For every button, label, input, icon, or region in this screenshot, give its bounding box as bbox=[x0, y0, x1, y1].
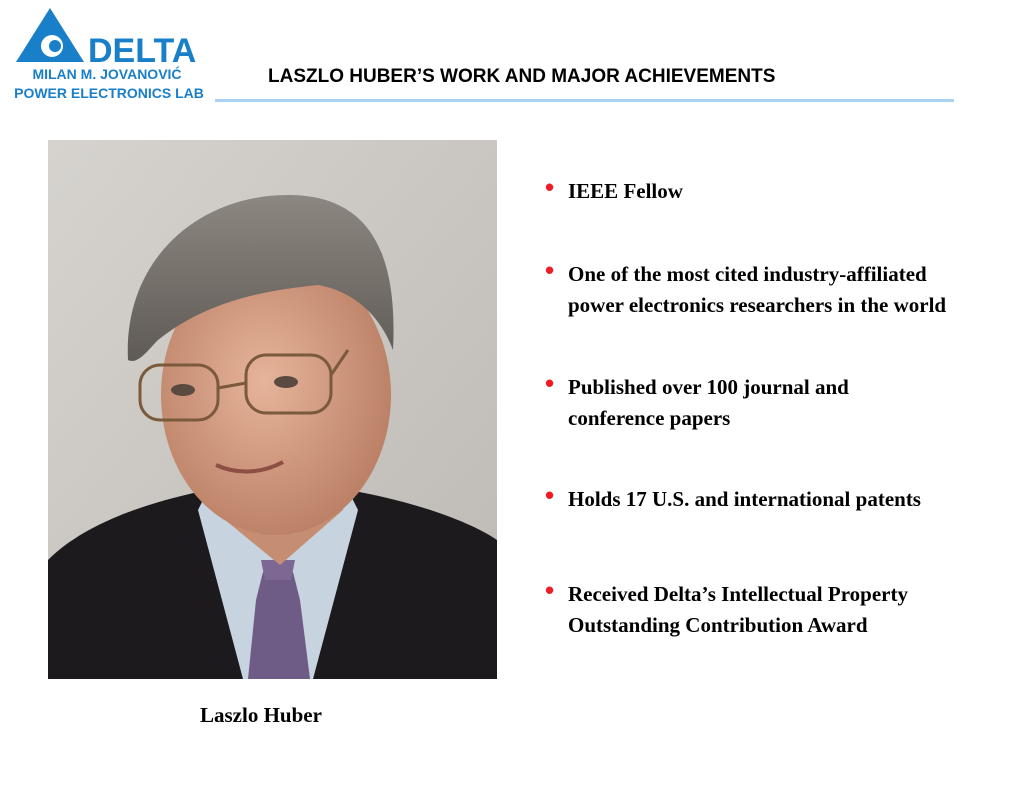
achievement-text-line2: Outstanding Contribution Award bbox=[568, 613, 868, 637]
achievement-text: IEEE Fellow bbox=[568, 179, 683, 203]
bullet-icon: • bbox=[545, 172, 555, 202]
page-title: LASZLO HUBER’S WORK AND MAJOR ACHIEVEMENTS bbox=[268, 66, 776, 87]
bullet-icon: • bbox=[545, 480, 555, 510]
title-underline bbox=[215, 99, 954, 102]
achievement-text-line1: Received Delta’s Intellectual Property bbox=[568, 582, 908, 606]
bullet-icon: • bbox=[545, 368, 555, 398]
delta-logo bbox=[14, 6, 204, 106]
photo-caption: Laszlo Huber bbox=[200, 703, 322, 727]
portrait-photo bbox=[48, 140, 497, 679]
delta-triangle-icon bbox=[14, 6, 204, 66]
achievement-text-line2: power electronics researchers in the world bbox=[568, 293, 947, 317]
achievement-text-line1: Published over 100 journal and bbox=[568, 375, 849, 399]
logo-lab-subtitle: POWER ELECTRONICS LAB bbox=[14, 85, 204, 101]
logo-brand-text: DELTA bbox=[88, 32, 197, 66]
bullet-icon: • bbox=[545, 255, 555, 285]
achievement-text: Holds 17 U.S. and international patents bbox=[568, 487, 921, 511]
logo-lab-name: MILAN M. JOVANOVIĆ bbox=[32, 66, 182, 82]
achievement-text-line1: One of the most cited industry-affiliated bbox=[568, 262, 927, 286]
bullet-icon: • bbox=[545, 575, 555, 605]
achievement-text-line2: conference papers bbox=[568, 406, 731, 430]
